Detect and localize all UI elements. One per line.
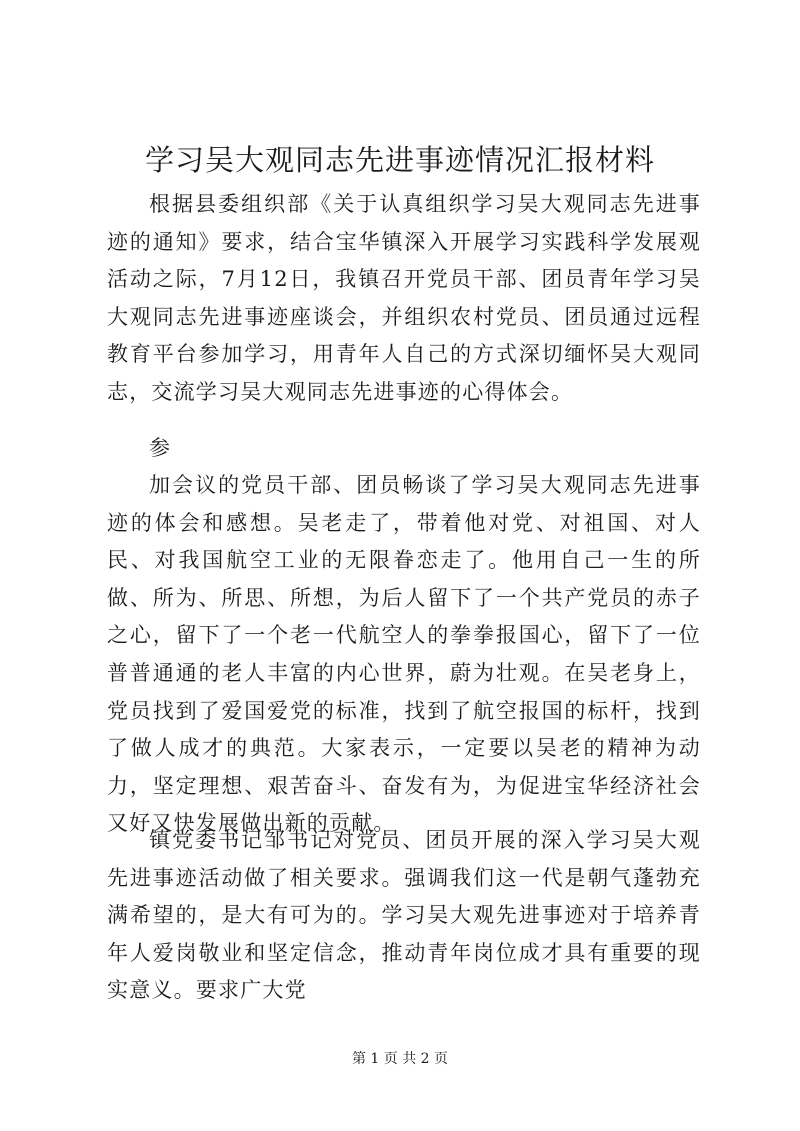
paragraph: 根据县委组织部《关于认真组织学习吴大观同志先进事迹的通知》要求，结合宝华镇深入开展学习实践科学发展观活动之际，7月12日，我镇召开党员干部、团员青年学习吴大观同志先进事迹座谈会，并组织农村党员、团员通过远程教育平台参加学习，用青年人自己的方式深切缅怀吴大观同志，交流学习吴大观同志先进事迹的心得体会。: [107, 192, 701, 404]
paragraph: 加会议的党员干部、团员畅谈了学习吴大观同志先进事迹的体会和感想。吴老走了，带着他对党、对祖国、对人民、对我国航空工业的无限眷恋走了。他用自己一生的所做、所为、所思、所想，为后人留下了一个共产党员的赤子之心，留下了一个老一代航空人的拳拳报国心，留下了一位普普通通的老人丰富的内心世界，蔚为壮观。在吴老身上，党员找到了爱国爱党的标准，找到了航空报国的标杆，找到了做人成才的典范。大家表示，一定要以吴老的精神为动力，坚定理想、艰苦奋斗、奋发有为，为促进宝华经济社会又好又快发展做出新的贡献。: [107, 473, 701, 836]
paragraph-block: [107, 186, 701, 412]
paragraph-block: [107, 467, 701, 843]
paragraph: 参: [149, 436, 172, 460]
document-title: 学习吴大观同志先进事迹情况汇报材料: [144, 143, 655, 177]
paragraph-block: [107, 430, 701, 468]
page-footer: 第 1 页 共 2 页: [351, 1051, 449, 1067]
paragraph-block: [107, 822, 701, 1010]
paragraph: 镇党委书记邹书记对党员、团员开展的深入学习吴大观先进事迹活动做了相关要求。强调我们这一代是朝气蓬勃充满希望的，是大有可为的。学习吴大观先进事迹对于培养青年人爱岗敬业和坚定信念，推动青年岗位成才具有重要的现实意义。要求广大党: [107, 828, 701, 1003]
